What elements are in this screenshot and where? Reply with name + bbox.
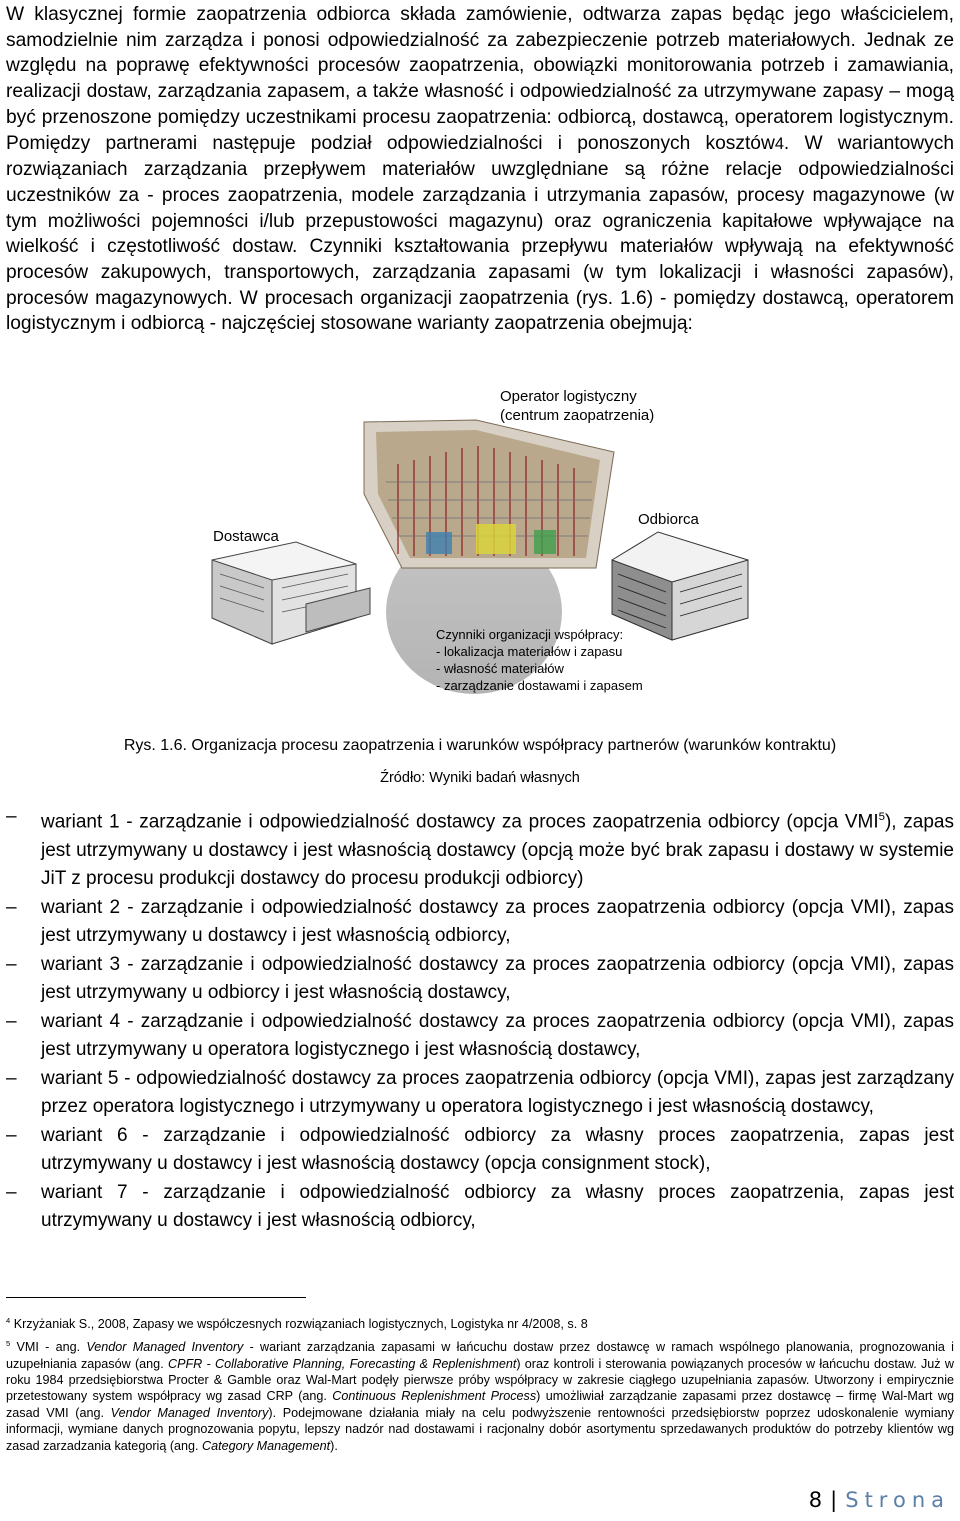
footnote-text: ). Podejmowane działania miały na celu podwyższenie rentowności przedsiębiorstw poprzez udoskonalenie wymiany informacji, wymiane danych prognozowania popytu, lepszy nadzór nad dostawami i racjonalny dobór asortymentu sprzedawanych produktów do potrzeby klientów wg zasad zarzadzania kategorią (ang. — [6, 1405, 954, 1453]
footnote-term: Vendor Managed Inventory — [86, 1340, 244, 1355]
list-item — [6, 951, 954, 1008]
factor-item: - własność materiałów — [436, 661, 564, 676]
customer-label: Odbiorca — [638, 511, 699, 528]
page-number-separator: | — [830, 1488, 838, 1512]
figure-caption: Rys. 1.6. Organizacja procesu zaopatrzenia i warunków współpracy partnerów (warunków kontraktu) — [123, 737, 837, 754]
list-item — [6, 803, 954, 894]
variants-list — [6, 803, 954, 1236]
page-number — [809, 1488, 950, 1512]
supplier-building-image — [212, 542, 370, 644]
supplier-label: Dostawca — [213, 528, 279, 545]
footnote-text: ). — [330, 1438, 338, 1453]
list-item — [6, 1008, 954, 1065]
figure-supply-organization — [6, 382, 954, 712]
footnote-5 — [6, 1336, 954, 1454]
footnote-ref-5[interactable]: 5 — [878, 811, 885, 823]
footnote-text: ) oraz kontroli i sterowania powiązanych procesów w łańcuchu dostaw. Już w roku 1984 przedsiębiorstwa Procter & Gamble oraz Wal-Mart podęły pierwsze próby współpracy w zakresie ciągłego uzupełniania zapasów. Utworzony i empirycznie przetestowany system współpracy wg zasad CRP (ang. — [6, 1356, 954, 1404]
footnote-4 — [6, 1313, 954, 1333]
variant-text: wariant 2 - zarządzanie i odpowiedzialność dostawcy za proces zaopatrzenia odbiorcy (opcja VMI), zapas jest utrzymywany u dostawcy i jest własnością odbiorcy, — [41, 896, 954, 947]
operator-label — [500, 387, 654, 425]
bullet-dash: – — [6, 1067, 17, 1089]
cooperation-factors — [436, 626, 643, 694]
figure-source: Źródło: Wyniki badań własnych — [380, 770, 580, 786]
factor-item: - lokalizacja materiałów i zapasu — [436, 644, 623, 659]
footnote-term: Vendor Managed Inventory — [110, 1405, 269, 1420]
variant-text: wariant 1 - zarządzanie i odpowiedzialność dostawcy za proces zaopatrzenia odbiorcy (opcja VMI — [41, 811, 879, 833]
variant-text: wariant 3 - zarządzanie i odpowiedzialność dostawcy za proces zaopatrzenia odbiorcy (opcja VMI), zapas jest utrzymywany u odbiorcy i jest własnością dostawcy, — [41, 953, 954, 1004]
bullet-dash: – — [6, 953, 17, 975]
footnote-number: 5 — [6, 1339, 11, 1348]
footnote-text: VMI - ang. — [10, 1340, 87, 1355]
footnote-number: 4 — [6, 1316, 11, 1325]
operator-label-line2: (centrum zaopatrzenia) — [500, 407, 655, 424]
variant-text: ), zapas jest utrzymywany u dostawcy i jest własnością dostawcy (opcją może być brak zapasu i dostawy w systemie JiT z procesu produkcji dostawcy do procesu produkcji odbiorcy) — [41, 811, 954, 890]
footnote-ref-4[interactable]: 4 — [774, 134, 784, 153]
variant-text: wariant 6 - zarządzanie i odpowiedzialność odbiorcy za własny proces zaopatrzenia, zapas jest utrzymywany u dostawcy i jest własnością dostawcy (opcja consignment stock), — [41, 1124, 954, 1175]
footnote-text: Krzyżaniak S., 2008, Zapasy we współczesnych rozwiązaniach logistycznych, Logistyka nr 4/2008, s. 8 — [10, 1317, 588, 1332]
list-item — [6, 1179, 954, 1236]
bullet-dash: – — [6, 896, 17, 918]
bullet-dash: – — [6, 806, 17, 827]
intro-text-part2: . W wariantowych rozwiązaniach zarządzania przepływem materiałów uwzględniane są różne relacje odpowiedzialności uczestników za - proces zaopatrzenia, modele zarządzania i utrzymania zapasów, procesy magazynowe (w tym możliwości pojemności i/lub przepustowości magazynu) oraz ograniczenia kapitałowe wpływające na wielkość i częstotliwość dostaw. Czynniki kształtowania przepływu materiałów wpływają na efektywność procesów zakupowych, transportowych, zarządzania zapasami (w tym lokalizacji i własności zapasów), procesów magazynowych. W procesach organizacji zaopatrzenia (rys. 1.6) - pomiędzy dostawcą, operatorem logistycznym i odbiorcą - najczęściej stosowane warianty zaopatrzenia obejmują: — [6, 132, 955, 335]
intro-text-part1: W klasycznej formie zaopatrzenia odbiorca składa zamówienie, odtwarza zapas będąc jego właścicielem, samodzielnie nim zarządza i ponosi odpowiedzialność za zabezpieczenie potrzeb materiałowych. Jednak ze względu na poprawę efektywności procesów zaopatrzenia, obowiązki monitorowania potrzeb i zamawiania, realizacji dostaw, zarządzania zapasem, a także własność i odpowiedzialność za utrzymywane zapasy – mogą być przenoszone pomiędzy uczestnikami procesu zaopatrzenia: odbiorcą, dostawcą, operatorem logistycznym. Pomiędzy partnerami następuje podział odpowiedzialności i ponoszonych kosztów — [6, 4, 954, 154]
variant-text: wariant 4 - zarządzanie i odpowiedzialność dostawcy za proces zaopatrzenia odbiorcy (opcja VMI), zapas jest utrzymywany u operatora logistycznego i jest własnością dostawcy, — [41, 1010, 954, 1061]
warehouse-image — [364, 420, 614, 568]
footnote-term: Category Management — [202, 1438, 331, 1453]
variant-text: wariant 7 - zarządzanie i odpowiedzialność odbiorcy za własny proces zaopatrzenia, zapas jest utrzymywany u dostawcy i jest własnością odbiorcy, — [41, 1181, 954, 1232]
footnote-term: Continuous Replenishment Process — [332, 1389, 537, 1404]
footnote-text: - wariant zarządzania zapasami w łańcuchu dostaw przez dostawcę w ramach wspólnego planowania, prognozowania i uzupełniania zapasów (ang. — [6, 1340, 954, 1371]
bullet-dash: – — [6, 1124, 17, 1146]
bullet-dash: – — [6, 1010, 17, 1032]
list-item — [6, 1122, 954, 1179]
list-item — [6, 894, 954, 951]
factors-title: Czynniki organizacji współpracy: — [436, 627, 624, 642]
page-number-word: Strona — [845, 1488, 950, 1512]
bullet-dash: – — [6, 1181, 17, 1203]
intro-paragraph — [6, 2, 954, 337]
variant-text: wariant 5 - odpowiedzialność dostawcy za proces zaopatrzenia odbiorcy (opcja VMI), zapas jest zarządzany przez operatora logistycznego i utrzymywany u operatora logistycznego i jest własnością dostawcy, — [41, 1067, 954, 1118]
footnote-separator — [6, 1297, 306, 1298]
customer-building-image — [612, 532, 748, 640]
operator-label-line1: Operator logistyczny — [500, 388, 637, 405]
page-number-value: 8 — [808, 1488, 823, 1512]
footnote-text: ) umożliwiał zarządzanie zapasami przez dostawcę – firmę Wal-Mart wg zasad VMI (ang. — [6, 1389, 955, 1420]
factor-item: - zarządzanie dostawami i zapasem — [436, 678, 643, 693]
list-item — [6, 1065, 954, 1122]
footnote-term: CPFR - Collaborative Planning, Forecasting & Replenishment — [167, 1356, 517, 1371]
